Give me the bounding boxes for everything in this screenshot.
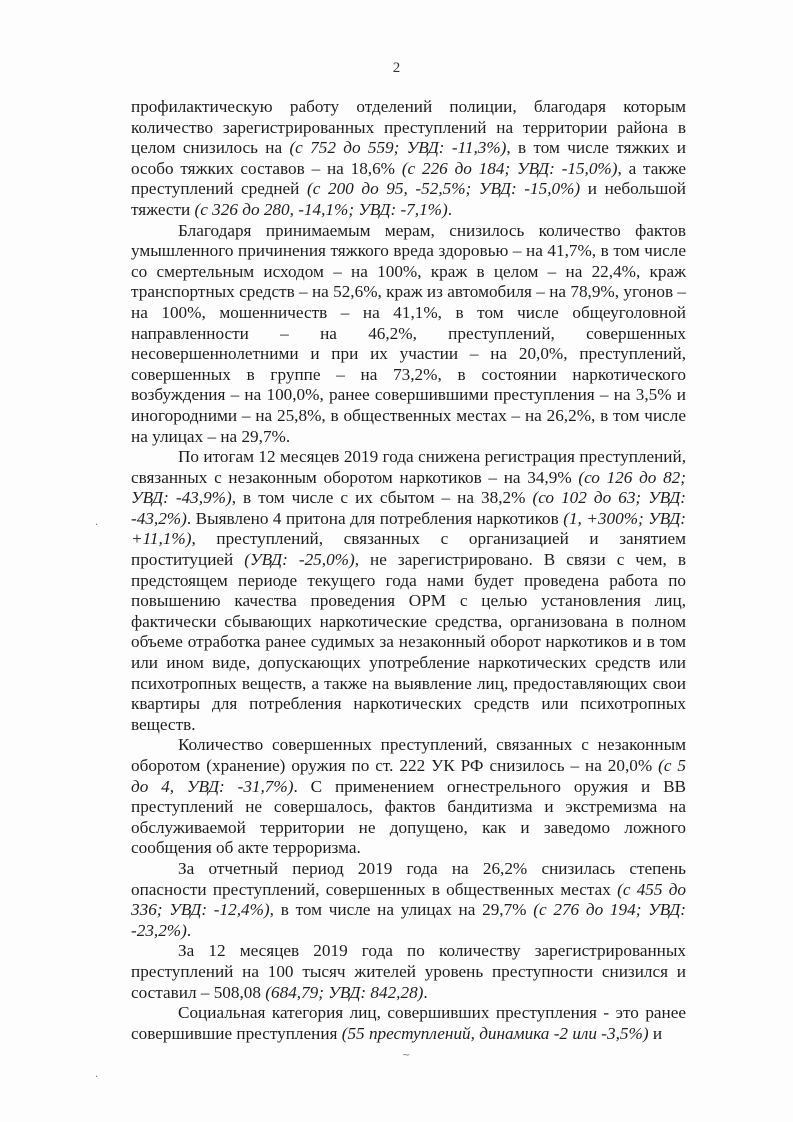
paragraph-text: По итогам 12 месяцев 2019 года снижена регистрация преступлений, связанных с незаконным оборотом наркотиков – на 34,9% (131, 447, 686, 487)
statistic-note: (684,79; УВД: 842,28) (265, 982, 424, 1002)
statistic-note: (с 5 до 4, УВД: -31,7%) (131, 756, 686, 796)
paragraph-text: , в том числе с их сбытом – на 38,2% (231, 488, 533, 508)
paragraph-text: . Выявлено 4 притона для потребления наркотиков (186, 508, 564, 528)
statistic-note: (со 102 до 63; УВД: -43,2%) (131, 488, 686, 528)
paragraph (131, 221, 686, 448)
scan-speck: ~ (402, 1050, 411, 1061)
paragraph-text: Социальная категория лиц, совершивших преступления - это ранее совершившие преступления (131, 1003, 686, 1043)
page-number: 2 (392, 60, 401, 76)
paragraph-text: . (447, 199, 453, 219)
paragraph-text: , не зарегистрировано. В связи с чем, в предстоящем периоде текущего года нами будет проведена работа по повышению качества проведения ОРМ с целью установления лиц, фактически сбывающих наркотические средства, организована в полном объеме отработка ранее судимых за незаконный оборот наркотиков и в том или ином виде, допускающих употребление наркотических средств или психотропных веществ, а также на выявление лиц, предоставляющих свои квартиры для потребления наркотических средств или психотропных веществ. (131, 550, 686, 734)
statistic-note: (с 455 до 336; УВД: -12,4%) (131, 879, 686, 920)
paragraph-text: . (186, 920, 192, 940)
statistic-note: (с 276 до 194; УВД: -23,2%) (131, 900, 686, 940)
scan-speck: · (95, 1072, 99, 1083)
paragraph (131, 97, 686, 221)
paragraph (131, 859, 686, 941)
paragraph-text: . (423, 982, 428, 1002)
statistic-note: (с 752 до 559; УВД: -11,3%) (289, 138, 507, 158)
paragraph-text: За отчетный период 2019 года на 26,2% снизилась степень опасности преступлений, совершенных в общественных местах (131, 858, 686, 899)
statistic-note: (1, +300%; УВД: +11,1%) (131, 508, 687, 549)
paragraph-text: За 12 месяцев 2019 года по количеству зарегистрированных преступлений на 100 тысяч жителей уровень преступности снизился и составил – 508,08 (131, 941, 686, 1002)
paragraph (131, 447, 686, 735)
document-body (131, 97, 686, 1044)
paragraph (131, 735, 686, 859)
paragraph-text: , преступлений, связанных с организацией и занятием проституцией (131, 529, 686, 570)
paragraph-text: , в том числе тяжких и особо тяжких составов – на 18,6% (131, 138, 687, 178)
paragraph-text: и (648, 1023, 663, 1043)
paragraph-text: , в том числе на улицах на 29,7% (269, 900, 534, 920)
paragraph-text: Количество совершенных преступлений, связанных с незаконным оборотом (хранение) оружия по ст. 222 УК РФ снизилось – на 20,0% (131, 735, 686, 775)
scan-speck: · (95, 520, 99, 531)
paragraph-text: профилактическую работу отделений полиции, благодаря которым количество зарегистрированных преступлений на территории района в целом снизилось на (131, 97, 686, 158)
paragraph-text: Благодаря принимаемым мерам, снизилось количество фактов умышленного причинения тяжкого вреда здоровью – на 41,7%, в том числе со смертельным исходом – на 100%, краж в целом – на 22,4%, краж транспортных средств – на 52,6%, краж из автомобиля – на 78,9%, угонов – на 100%, мошенничеств – на 41,1%, в том числе общеуголовной направленности – на 46,2%, преступлений, совершенных несовершеннолетними и при их участии – на 20,0%, преступлений, совершенных в группе – на 73,2%, в состоянии наркотического возбуждения – на 100,0%, ранее совершившими преступления – на 3,5% и иногородними – на 25,8%, в общественных местах – на 26,2%, в том числе на улицах – на 29,7%. (131, 220, 686, 446)
paragraph-text: . С применением огнестрельного оружия и ВВ преступлений не совершалось, фактов бандитизма и экстремизма на обслуживаемой территории не допущено, как и заведомо ложного сообщения об акте терроризма. (131, 776, 686, 858)
statistic-note: (с 226 до 184; УВД: -15,0%) (401, 158, 618, 178)
paragraph (131, 941, 686, 1003)
paragraph-text: , а также преступлений средней (131, 158, 686, 199)
paragraph-text: и небольшой тяжести (131, 179, 686, 219)
paragraph (131, 1003, 686, 1044)
statistic-note: (55 преступлений, динамика -2 или -3,5%) (341, 1023, 649, 1043)
statistic-note: (с 200 до 95, -52,5%; УВД: -15,0%) (307, 179, 581, 199)
statistic-note: (УВД: -25,0%) (244, 550, 355, 570)
statistic-note: (со 126 до 82; УВД: -43,9%) (131, 467, 686, 508)
statistic-note: (с 326 до 280, -14,1%; УВД: -7,1%) (194, 199, 448, 219)
